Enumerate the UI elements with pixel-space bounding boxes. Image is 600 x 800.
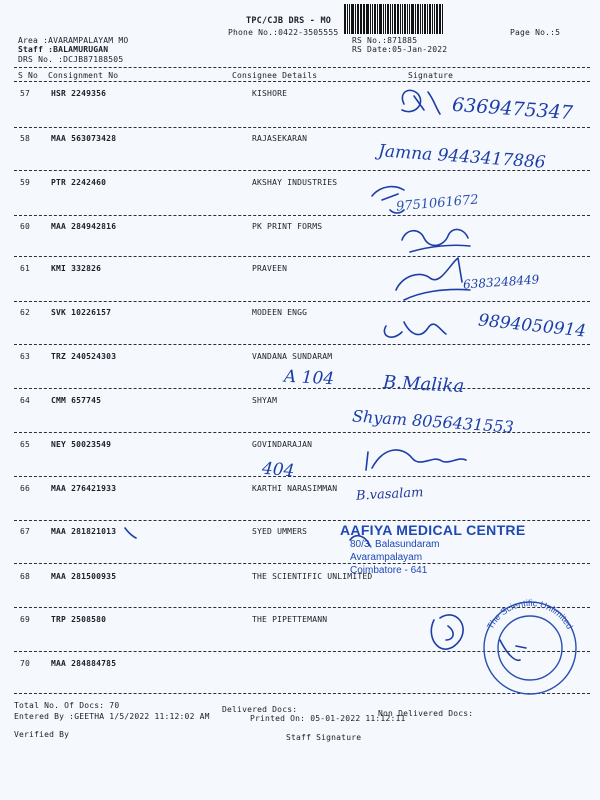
row-sno: 69 bbox=[20, 615, 31, 624]
verified-by: Verified By bbox=[14, 730, 70, 739]
staff-signature: Staff Signature bbox=[286, 733, 362, 742]
row-consignment: MAA 276421933 bbox=[51, 484, 117, 493]
column-signature: Signature bbox=[408, 71, 454, 80]
handwritten-address: A 104 bbox=[283, 366, 335, 390]
signature-pk-print bbox=[402, 229, 470, 252]
row-consignment: MAA 563073428 bbox=[51, 134, 117, 143]
row-consignment: PTR 2242460 bbox=[51, 178, 107, 187]
stamp-address: Coimbatore - 641 bbox=[350, 565, 428, 576]
stamp-ring-inner bbox=[498, 616, 562, 680]
handwritten-phone: 9751061672 bbox=[395, 192, 480, 215]
staff: Staff :BALAMURUGAN bbox=[18, 45, 109, 54]
row-consignee: SHYAM bbox=[252, 396, 278, 405]
row-consignment: MAA 284942816 bbox=[51, 222, 117, 231]
round-stamp-text: The Scientific Unlimited bbox=[485, 597, 575, 631]
non-delivered-docs: Non Delivered Docs: bbox=[378, 709, 474, 718]
printed-on: Printed On: 05-01-2022 11:12:11 bbox=[250, 714, 406, 723]
handwritten-phone: 6369475347 bbox=[451, 93, 574, 125]
row-consignee: KARTHI NARASIMMAN bbox=[252, 484, 338, 493]
page-number: Page No.:5 bbox=[510, 28, 561, 37]
signature-tick bbox=[125, 528, 136, 538]
total-docs: Total No. Of Docs: 70 bbox=[14, 701, 120, 710]
drs-number: DRS No. :DCJB87188505 bbox=[18, 55, 124, 64]
row-sno: 62 bbox=[20, 308, 31, 317]
row-sno: 66 bbox=[20, 484, 31, 493]
column-consignee: Consignee Details bbox=[232, 71, 318, 80]
signature-govindarajan bbox=[366, 450, 466, 470]
signature-kishore bbox=[402, 90, 440, 114]
row-consignee: THE SCIENTIFIC UNLIMITED bbox=[252, 572, 373, 581]
row-sno: 58 bbox=[20, 134, 31, 143]
stamp-name: AAFIYA MEDICAL CENTRE bbox=[340, 522, 526, 538]
row-consignment: TRP 2508580 bbox=[51, 615, 107, 624]
area: Area :AVARAMPALAYAM MO bbox=[18, 36, 129, 45]
row-consignment: HSR 2249356 bbox=[51, 89, 107, 98]
handwritten-signature: B.Malika bbox=[382, 371, 465, 398]
row-sno: 57 bbox=[20, 89, 31, 98]
row-consignee: KISHORE bbox=[252, 89, 288, 98]
handwritten-phone: 9894050914 bbox=[477, 310, 587, 342]
row-consignment: KMI 332826 bbox=[51, 264, 102, 273]
signature-praveen bbox=[396, 258, 470, 300]
row-sno: 68 bbox=[20, 572, 31, 581]
row-consignment: MAA 284884785 bbox=[51, 659, 117, 668]
column-sno: S No bbox=[18, 71, 39, 80]
row-sno: 64 bbox=[20, 396, 31, 405]
phone-number: Phone No.:0422-3505555 bbox=[228, 28, 339, 37]
row-consignment: CMM 657745 bbox=[51, 396, 102, 405]
row-consignee: PK PRINT FORMS bbox=[252, 222, 323, 231]
handwritten-phone: 6383248449 bbox=[462, 272, 540, 292]
row-sno: 60 bbox=[20, 222, 31, 231]
signature-scribble bbox=[500, 640, 526, 660]
signature-modeen bbox=[384, 322, 446, 337]
row-consignment: TRZ 240524303 bbox=[51, 352, 117, 361]
column-consignment: Consignment No bbox=[48, 71, 119, 80]
signature-akshay bbox=[372, 187, 404, 213]
row-consignee: SYED UMMERS bbox=[252, 527, 308, 536]
rs-number: RS No.:871885 bbox=[352, 36, 418, 45]
row-sno: 63 bbox=[20, 352, 31, 361]
row-consignment: MAA 281500935 bbox=[51, 572, 117, 581]
handwritten-address: 404 bbox=[261, 458, 296, 482]
row-consignee: VANDANA SUNDARAM bbox=[252, 352, 333, 361]
stamp-address: Avarampalayam bbox=[350, 552, 423, 563]
handwritten-signature: B.vasalam bbox=[355, 485, 424, 504]
row-sno: 67 bbox=[20, 527, 31, 536]
row-consignment: SVK 10226157 bbox=[51, 308, 112, 317]
handwritten-phone: Shyam 8056431553 bbox=[351, 406, 515, 437]
sheet-title: TPC/CJB DRS - MO bbox=[246, 16, 332, 26]
row-consignee: PRAVEEN bbox=[252, 264, 288, 273]
entered-by: Entered By :GEETHA 1/5/2022 11:12:02 AM bbox=[14, 712, 210, 721]
row-sno: 61 bbox=[20, 264, 31, 273]
signature-syed bbox=[350, 536, 370, 546]
row-consignee: AKSHAY INDUSTRIES bbox=[252, 178, 338, 187]
row-consignee: MODEEN ENGG bbox=[252, 308, 308, 317]
row-consignment: MAA 281821013 bbox=[51, 527, 117, 536]
row-consignee: THE PIPETTEMANN bbox=[252, 615, 328, 624]
delivered-docs: Delivered Docs: bbox=[222, 705, 298, 714]
stamp-address: 80/3, Balasundaram bbox=[350, 539, 440, 550]
handwritten-signature: Jamna 9443417886 bbox=[377, 141, 547, 173]
row-sno: 65 bbox=[20, 440, 31, 449]
rs-date: RS Date:05-Jan-2022 bbox=[352, 45, 448, 54]
row-consignee: GOVINDARAJAN bbox=[252, 440, 313, 449]
row-sno: 70 bbox=[20, 659, 31, 668]
row-consignment: NEY 50023549 bbox=[51, 440, 112, 449]
signature-scientific bbox=[431, 615, 463, 649]
row-consignee: RAJASEKARAN bbox=[252, 134, 308, 143]
row-sno: 59 bbox=[20, 178, 31, 187]
round-stamp bbox=[484, 598, 576, 694]
